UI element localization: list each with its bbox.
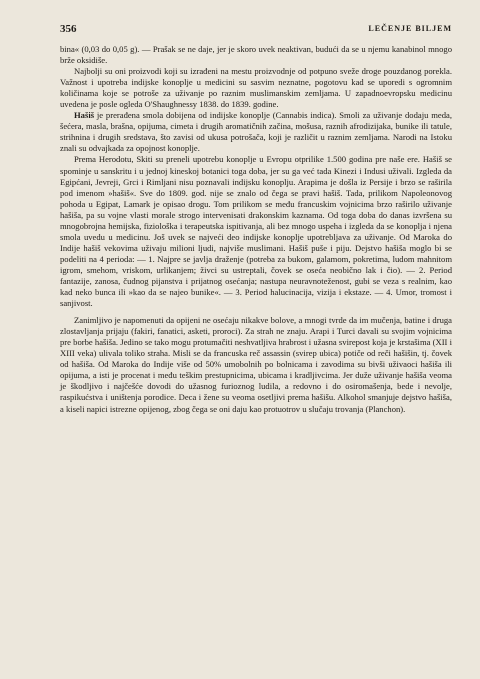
paragraph-text: Zanimljivo je napomenuti da opijeni ne osećaju nikakve bolove, a mnogi tvrde da im mučenja, batine i druga zlostavljanja prijaju (fakiri, fanatici, asketi, proroci). Za strah ne znaju. Arapi i Turci davali su svojim vojnicima pre borbe hašiša. Jedino se tako mogu protumačiti neshvatljiva hrabrost i užasna svirepost koja je krstašima (XII i XIII veka) ulivala toliko straha. Misli se da francuska reč assassin (svirep ubica) potiče od reči hašišin, tj. čovek od hašiša. Od Maroka do Indije više od 50% umobolnih po bolnicama i zavodima su bivši uživaoci hašiša ili opijuma, a isti je procenat i među teškim prestupnicima, ubicama i kradljivcima. Jer duže uživanje hašiša veoma je škodljivo i najčešće dovodi do užasnog furioznog ludila, a redovno i do osiromašenja, bede i nevolje, raspikućstva i uništenja porodice. Deca i žene su veoma osetljivi prema hašišu. Alkohol smanjuje dejstvo hašiša, a kiseli napici istrezne opijenog, zbog čega se oni daju kao protuotrov u slučaju trovanja (Planchon). xyxy=(60,315,452,414)
paragraph xyxy=(60,154,452,309)
paragraph xyxy=(60,315,452,414)
page-number: 356 xyxy=(60,23,77,35)
paragraph-lead-term: Hašiš xyxy=(74,110,95,121)
paragraph xyxy=(60,66,452,110)
running-title: LEČENJE BILJEM xyxy=(368,24,452,33)
paragraph-text: je prerađena smola dobijena od indijske konoplje (Cannabis indica). Smoli za uživanje dodaju meda, šećera, masla, brašna, opijuma, cimeta i drugih aromatičnih začina, mošusa, raznih afrodizijaka, bunike ili tatule, strihnina i drugih sredstava, što zavisi od ukusa potrošača, koji je različit u raznim zemljama. Narodi na Istoku znali su odvajkada za opojnost konoplje. xyxy=(60,110,452,154)
page-body xyxy=(60,44,452,415)
page-header xyxy=(60,23,452,37)
paragraph-text: Prema Herodotu, Skiti su preneli upotrebu konoplje u Evropu otprilike 1.500 godina pre naše ere. Hašiš se spominje u sanskritu i u jednoj kineskoj botanici toga doba, jer su ga već tada Kinezi i Indusi uživali. Izgleda da Egipćani, Jevreji, Grci i Rimljani nisu poznavali indijsku konoplju. Arapima je došla iz Persije i brzo se raširila pod imenom »hašiš«. Sve do 1809. god. nije se znalo od čega se pravi hašiš. Tada, prilikom Napoleonovog pohoda u Egipat, Lamark je opisao drogu. Tom prilikom se među francuskim vojnicima brzo raširilo uživanje hašiša, pa su vojne vlasti morale strogo intervenisati drakonskim kaznama. Od toga doba do danas izvršena su mnogobrojna hemijska, fiziološka i terapeutska ispitivanja, ali bez mnogo uspeha i izgleda da se konoplja i njena smola uvedu u medicinu. Još uvek se najveći deo indijske konoplje upotrebljava za uživanje. Od Maroka do Indije hašiš vekovima uživaju milioni ljudi, najviše muslimani. Hašiš puše i piju. Dejstvo hašiša moglo bi se podeliti na 4 perioda: — 1. Najpre se javlja draženje (potreba za bukom, galamom, pokretima, ludom mahnitom igrom, smehom, vriskom, urlikanjem; živci su ustreptali, čovek se oseća neobično lak i čio). — 2. Period fantazije, zanosa, čudnog pijanstva i prijatnog osećanja; nastupa neuravnoteženost, gubi se veza s realnim, kao kad neko bunca ili »kao da se najeo bunike«. — 3. Period halucinacija, vizija i ekstaze. — 4. Umor, tromost i sanjivost. xyxy=(60,154,452,309)
paragraph-text: bina« (0,03 do 0,05 g). — Prašak se ne daje, jer je skoro uvek neaktivan, budući da se u njemu kanabinol mnogo brže oksidiše. xyxy=(60,44,452,66)
paragraph-text: Najbolji su oni proizvodi koji su izrađeni na mestu proizvodnje od potpuno sveže droge pouzdanog porekla. Važnost i upotreba indijske konoplje u medicini su sasvim neznatne, pogotovu kad se uporedi s ogromnim količinama koje se potroše za uživanje po raznim muslimanskim zemljama. U zapadnoevropsku medicinu uvedena je posle ogleda O'Shaughnessy 1838. do 1839. godine. xyxy=(60,66,452,110)
paragraph-hashish xyxy=(60,110,452,154)
paragraph-continued xyxy=(60,44,452,66)
